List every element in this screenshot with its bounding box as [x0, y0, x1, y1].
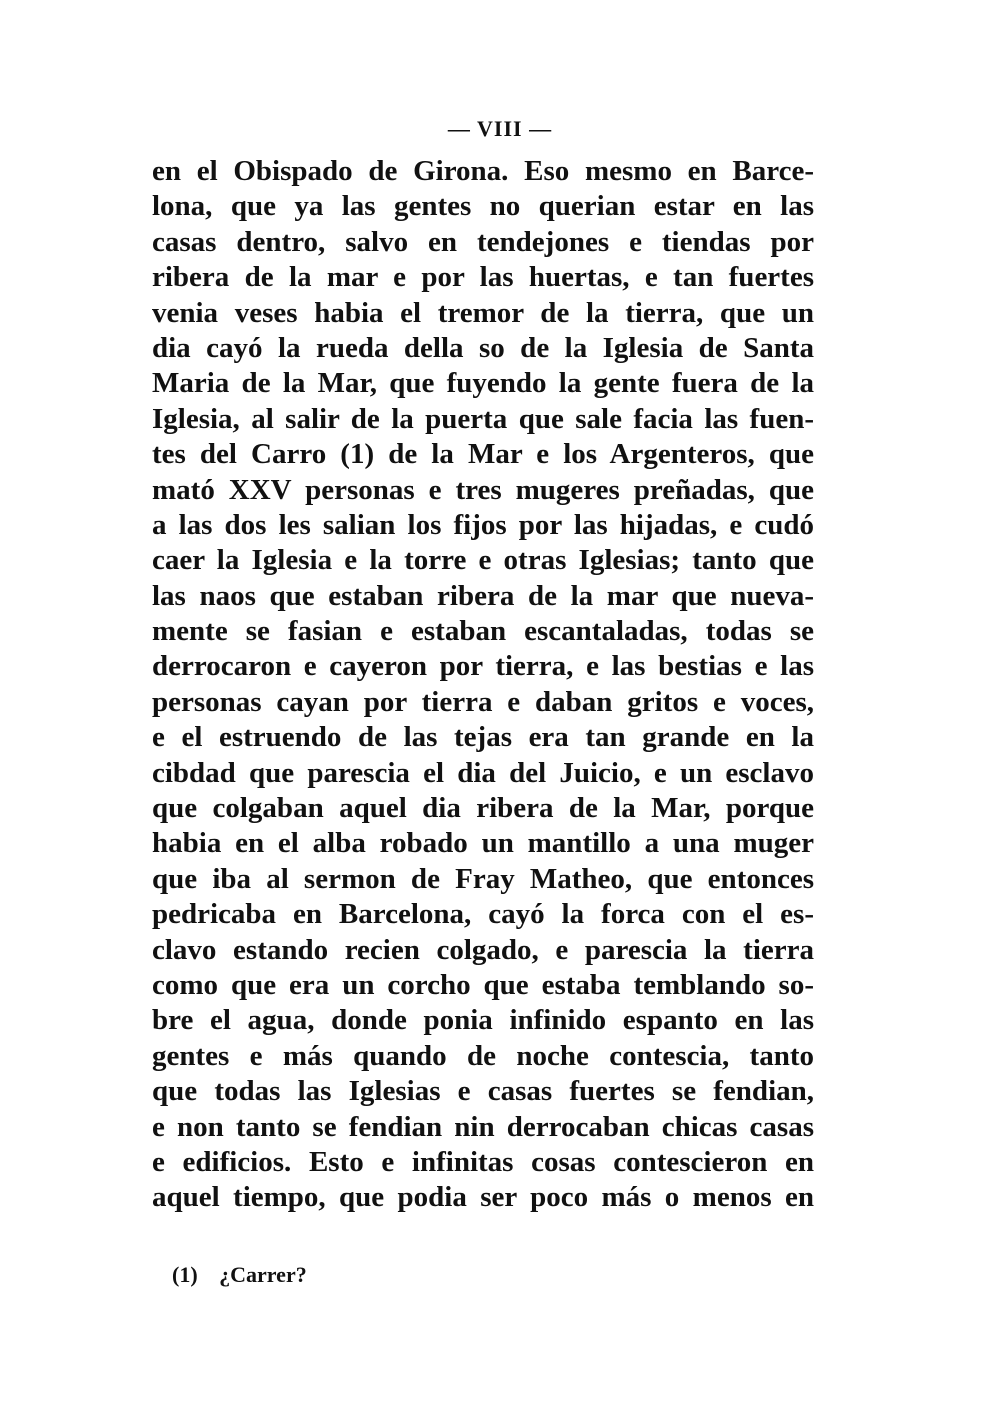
text-line: personas cayan por tierra e daban gritos e voces,: [152, 685, 814, 718]
text-line: las naos que estaban ribera de la mar que nueva-: [152, 579, 814, 612]
footnote-text: ¿Carrer?: [219, 1262, 307, 1287]
text-line: a las dos les salian los fijos por las hijadas, e cudó: [152, 508, 814, 541]
text-line: e el estruendo de las tejas era tan grande en la: [152, 721, 814, 754]
footnote-mark: (1): [172, 1262, 198, 1287]
body-text: [152, 154, 814, 1216]
text-line: que iba al sermon de Fray Matheo, que entonces: [152, 862, 814, 895]
text-line: Maria de la Mar, que fuyendo la gente fuera de la: [152, 367, 814, 400]
text-line: bre el agua, donde ponia infinido espanto en las: [152, 1004, 814, 1037]
text-line: cibdad que parescia el dia del Juicio, e un esclavo: [152, 756, 814, 789]
text-line: dia cayó la rueda della so de la Iglesia de Santa: [152, 331, 814, 364]
text-line: lona, que ya las gentes no querian estar en las: [152, 190, 814, 223]
text-line: derrocaron e cayeron por tierra, e las bestias e las: [152, 650, 814, 683]
text-line: Iglesia, al salir de la puerta que sale facia las fuen-: [152, 402, 814, 435]
text-line: como que era un corcho que estaba temblando so-: [152, 968, 814, 1001]
text-line: venia veses habia el tremor de la tierra, que un: [152, 296, 814, 329]
text-line: mente se fasian e estaban escantaladas, todas se: [152, 615, 814, 648]
text-line: caer la Iglesia e la torre e otras Iglesias; tanto que: [152, 544, 814, 577]
text-line: mató XXV personas e tres mugeres preñadas, que: [152, 473, 814, 506]
text-line: casas dentro, salvo en tendejones e tiendas por: [152, 225, 814, 258]
page-number: — VIII —: [447, 116, 553, 141]
text-line: que colgaban aquel dia ribera de la Mar, porque: [152, 792, 814, 825]
text-line: en el Obispado de Girona. Eso mesmo en Barce-: [152, 155, 814, 187]
text-line: tes del Carro (1) de la Mar e los Argenteros, que: [152, 438, 814, 471]
text-line: habia en el alba robado un mantillo a una muger: [152, 827, 814, 860]
text-line: que todas las Iglesias e casas fuertes se fendian,: [152, 1075, 814, 1108]
text-line: pedricaba en Barcelona, cayó la forca con el es-: [152, 898, 814, 931]
text-line: ribera de la mar e por las huertas, e tan fuertes: [152, 261, 814, 294]
text-line: e edificios. Esto e infinitas cosas contescieron en: [152, 1145, 814, 1178]
text-line: clavo estando recien colgado, e parescia la tierra: [152, 933, 814, 966]
text-line: aquel tiempo, que podia ser poco más o menos en: [152, 1181, 814, 1214]
text-line: gentes e más quando de noche contescia, tanto: [152, 1039, 814, 1072]
text-line: e non tanto se fendian nin derrocaban chicas casas: [152, 1110, 814, 1143]
footnote: [172, 1262, 307, 1288]
